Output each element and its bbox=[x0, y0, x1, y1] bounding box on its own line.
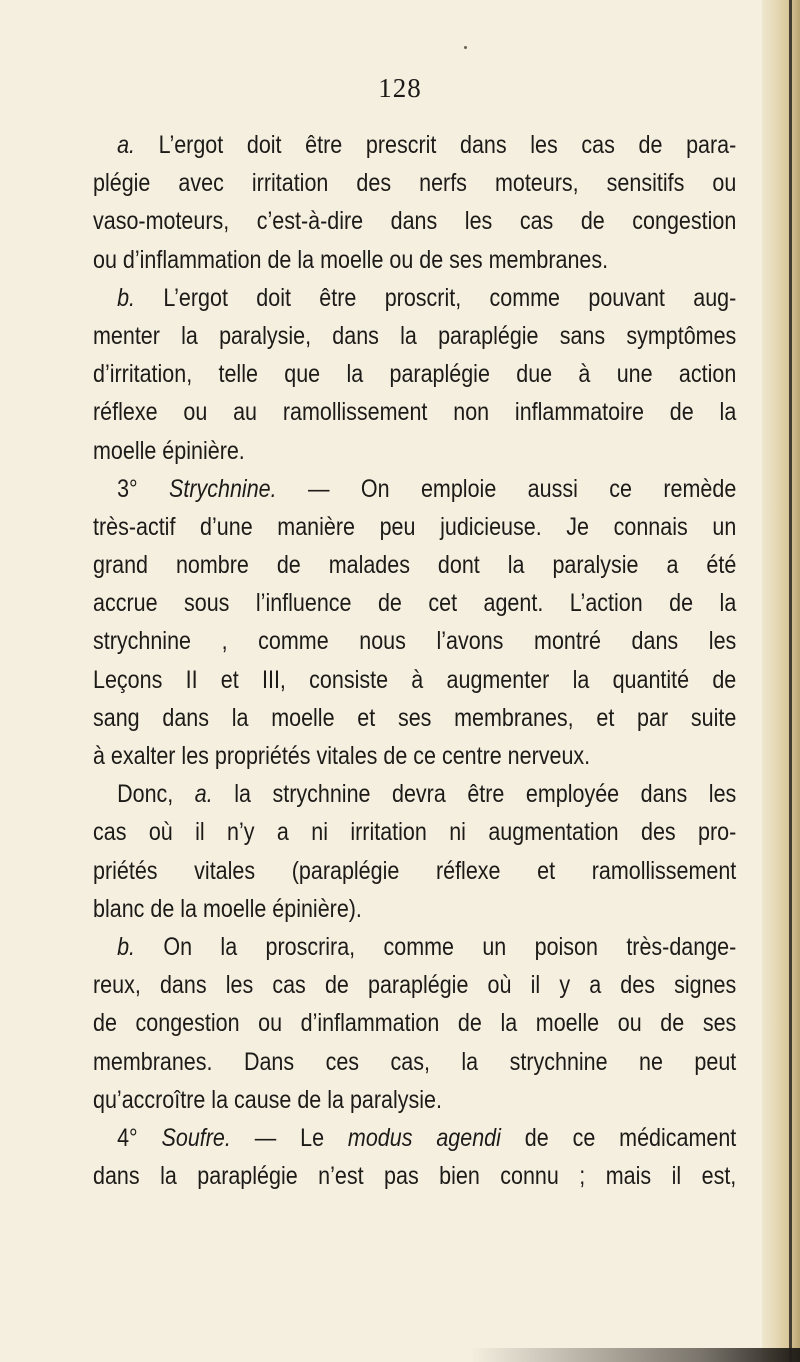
text-line bbox=[93, 1119, 736, 1157]
page-edge-shadow bbox=[762, 0, 800, 1362]
text-line bbox=[93, 852, 736, 890]
text-line bbox=[93, 1157, 736, 1195]
italic-text: Soufre. bbox=[161, 1123, 231, 1152]
text-span: d’irritation, telle que la paraplégie due à une action bbox=[93, 360, 737, 389]
text-span: L’ergot doit être prescrit dans les cas de para- bbox=[135, 131, 737, 159]
text-line bbox=[93, 890, 736, 928]
italic-text: Strychnine. bbox=[169, 474, 277, 503]
text-span: 4° bbox=[117, 1123, 162, 1152]
text-span: blanc de la moelle épinière). bbox=[93, 894, 362, 923]
text-line bbox=[93, 546, 736, 584]
text-span: — On emploie aussi ce remède bbox=[276, 474, 737, 503]
text-span: grand nombre de malades dont la paralysie a été bbox=[93, 551, 737, 580]
italic-text: modus agendi bbox=[347, 1123, 501, 1152]
text-span: menter la paralysie, dans la paraplégie sans symptômes bbox=[93, 321, 737, 350]
text-span: priétés vitales (paraplégie réflexe et ramollissement bbox=[93, 856, 737, 885]
text-line bbox=[93, 317, 736, 355]
text-line bbox=[93, 355, 736, 393]
text-line bbox=[93, 737, 736, 775]
text-line bbox=[93, 661, 736, 699]
text-line bbox=[93, 928, 736, 966]
text-span: réflexe ou au ramollissement non inflammatoire de la bbox=[93, 398, 737, 427]
text-span: de ce médicament bbox=[500, 1123, 737, 1152]
text-line bbox=[93, 1004, 736, 1042]
text-span: membranes. Dans ces cas, la strychnine ne peut bbox=[93, 1047, 737, 1076]
text-span: vaso-moteurs, c’est-à-dire dans les cas de congestion bbox=[93, 207, 737, 236]
text-span: qu’accroître la cause de la paralysie. bbox=[93, 1085, 442, 1114]
text-line bbox=[93, 508, 736, 546]
text-span: plégie avec irritation des nerfs moteurs, sensitifs ou bbox=[93, 169, 737, 198]
text-line bbox=[93, 202, 736, 240]
text-line bbox=[93, 1081, 736, 1119]
text-span: ou d’inflammation de la moelle ou de ses membranes. bbox=[93, 245, 609, 274]
text-span: On la proscrira, comme un poison très-dange- bbox=[135, 932, 737, 961]
text-line bbox=[93, 1043, 736, 1081]
text-span: à exalter les propriétés vitales de ce centre nerveux. bbox=[93, 742, 591, 770]
text-span: Leçons II et III, consiste à augmenter la quantité de bbox=[93, 665, 737, 694]
text-span: accrue sous l’influence de cet agent. L’action de la bbox=[93, 589, 737, 618]
bottom-edge-shadow bbox=[470, 1348, 800, 1362]
text-span: Donc, bbox=[117, 780, 195, 809]
text-line bbox=[93, 622, 736, 660]
text-span: moelle épinière. bbox=[93, 436, 245, 465]
text-span: reux, dans les cas de paraplégie où il y a des signes bbox=[93, 971, 737, 1000]
binding-edge-line bbox=[789, 0, 792, 1362]
text-span: cas où il n’y a ni irritation ni augmentation des pro- bbox=[93, 818, 737, 847]
text-line bbox=[93, 393, 736, 431]
text-span: — Le bbox=[230, 1123, 348, 1152]
text-line bbox=[93, 279, 736, 317]
text-span: sang dans la moelle et ses membranes, et par suite bbox=[93, 703, 737, 732]
text-line bbox=[93, 164, 736, 202]
text-span: la strychnine devra être employée dans les bbox=[212, 780, 737, 809]
text-line bbox=[93, 470, 736, 508]
text-span: très-actif d’une manière peu judicieuse. Je connais un bbox=[93, 512, 737, 541]
italic-text: b. bbox=[117, 932, 136, 961]
text-span: 3° bbox=[117, 474, 170, 503]
text-line bbox=[93, 584, 736, 622]
body-text bbox=[93, 126, 737, 1195]
page-number: 128 bbox=[378, 73, 422, 103]
text-line bbox=[93, 966, 736, 1004]
text-line bbox=[93, 126, 736, 164]
text-line bbox=[93, 699, 736, 737]
text-line bbox=[93, 775, 736, 813]
italic-text: a. bbox=[117, 131, 136, 159]
text-line bbox=[93, 432, 736, 470]
italic-text: b. bbox=[117, 283, 136, 312]
text-line bbox=[93, 813, 736, 851]
text-span: strychnine , comme nous l’avons montré dans les bbox=[93, 627, 737, 656]
italic-text: a. bbox=[194, 780, 213, 809]
text-span: dans la paraplégie n’est pas bien connu ; mais il est, bbox=[93, 1162, 737, 1191]
text-span: de congestion ou d’inflammation de la moelle ou de ses bbox=[93, 1009, 737, 1038]
text-span: L’ergot doit être proscrit, comme pouvant aug- bbox=[135, 283, 737, 312]
paper-speck bbox=[464, 46, 467, 49]
text-line bbox=[93, 241, 736, 279]
